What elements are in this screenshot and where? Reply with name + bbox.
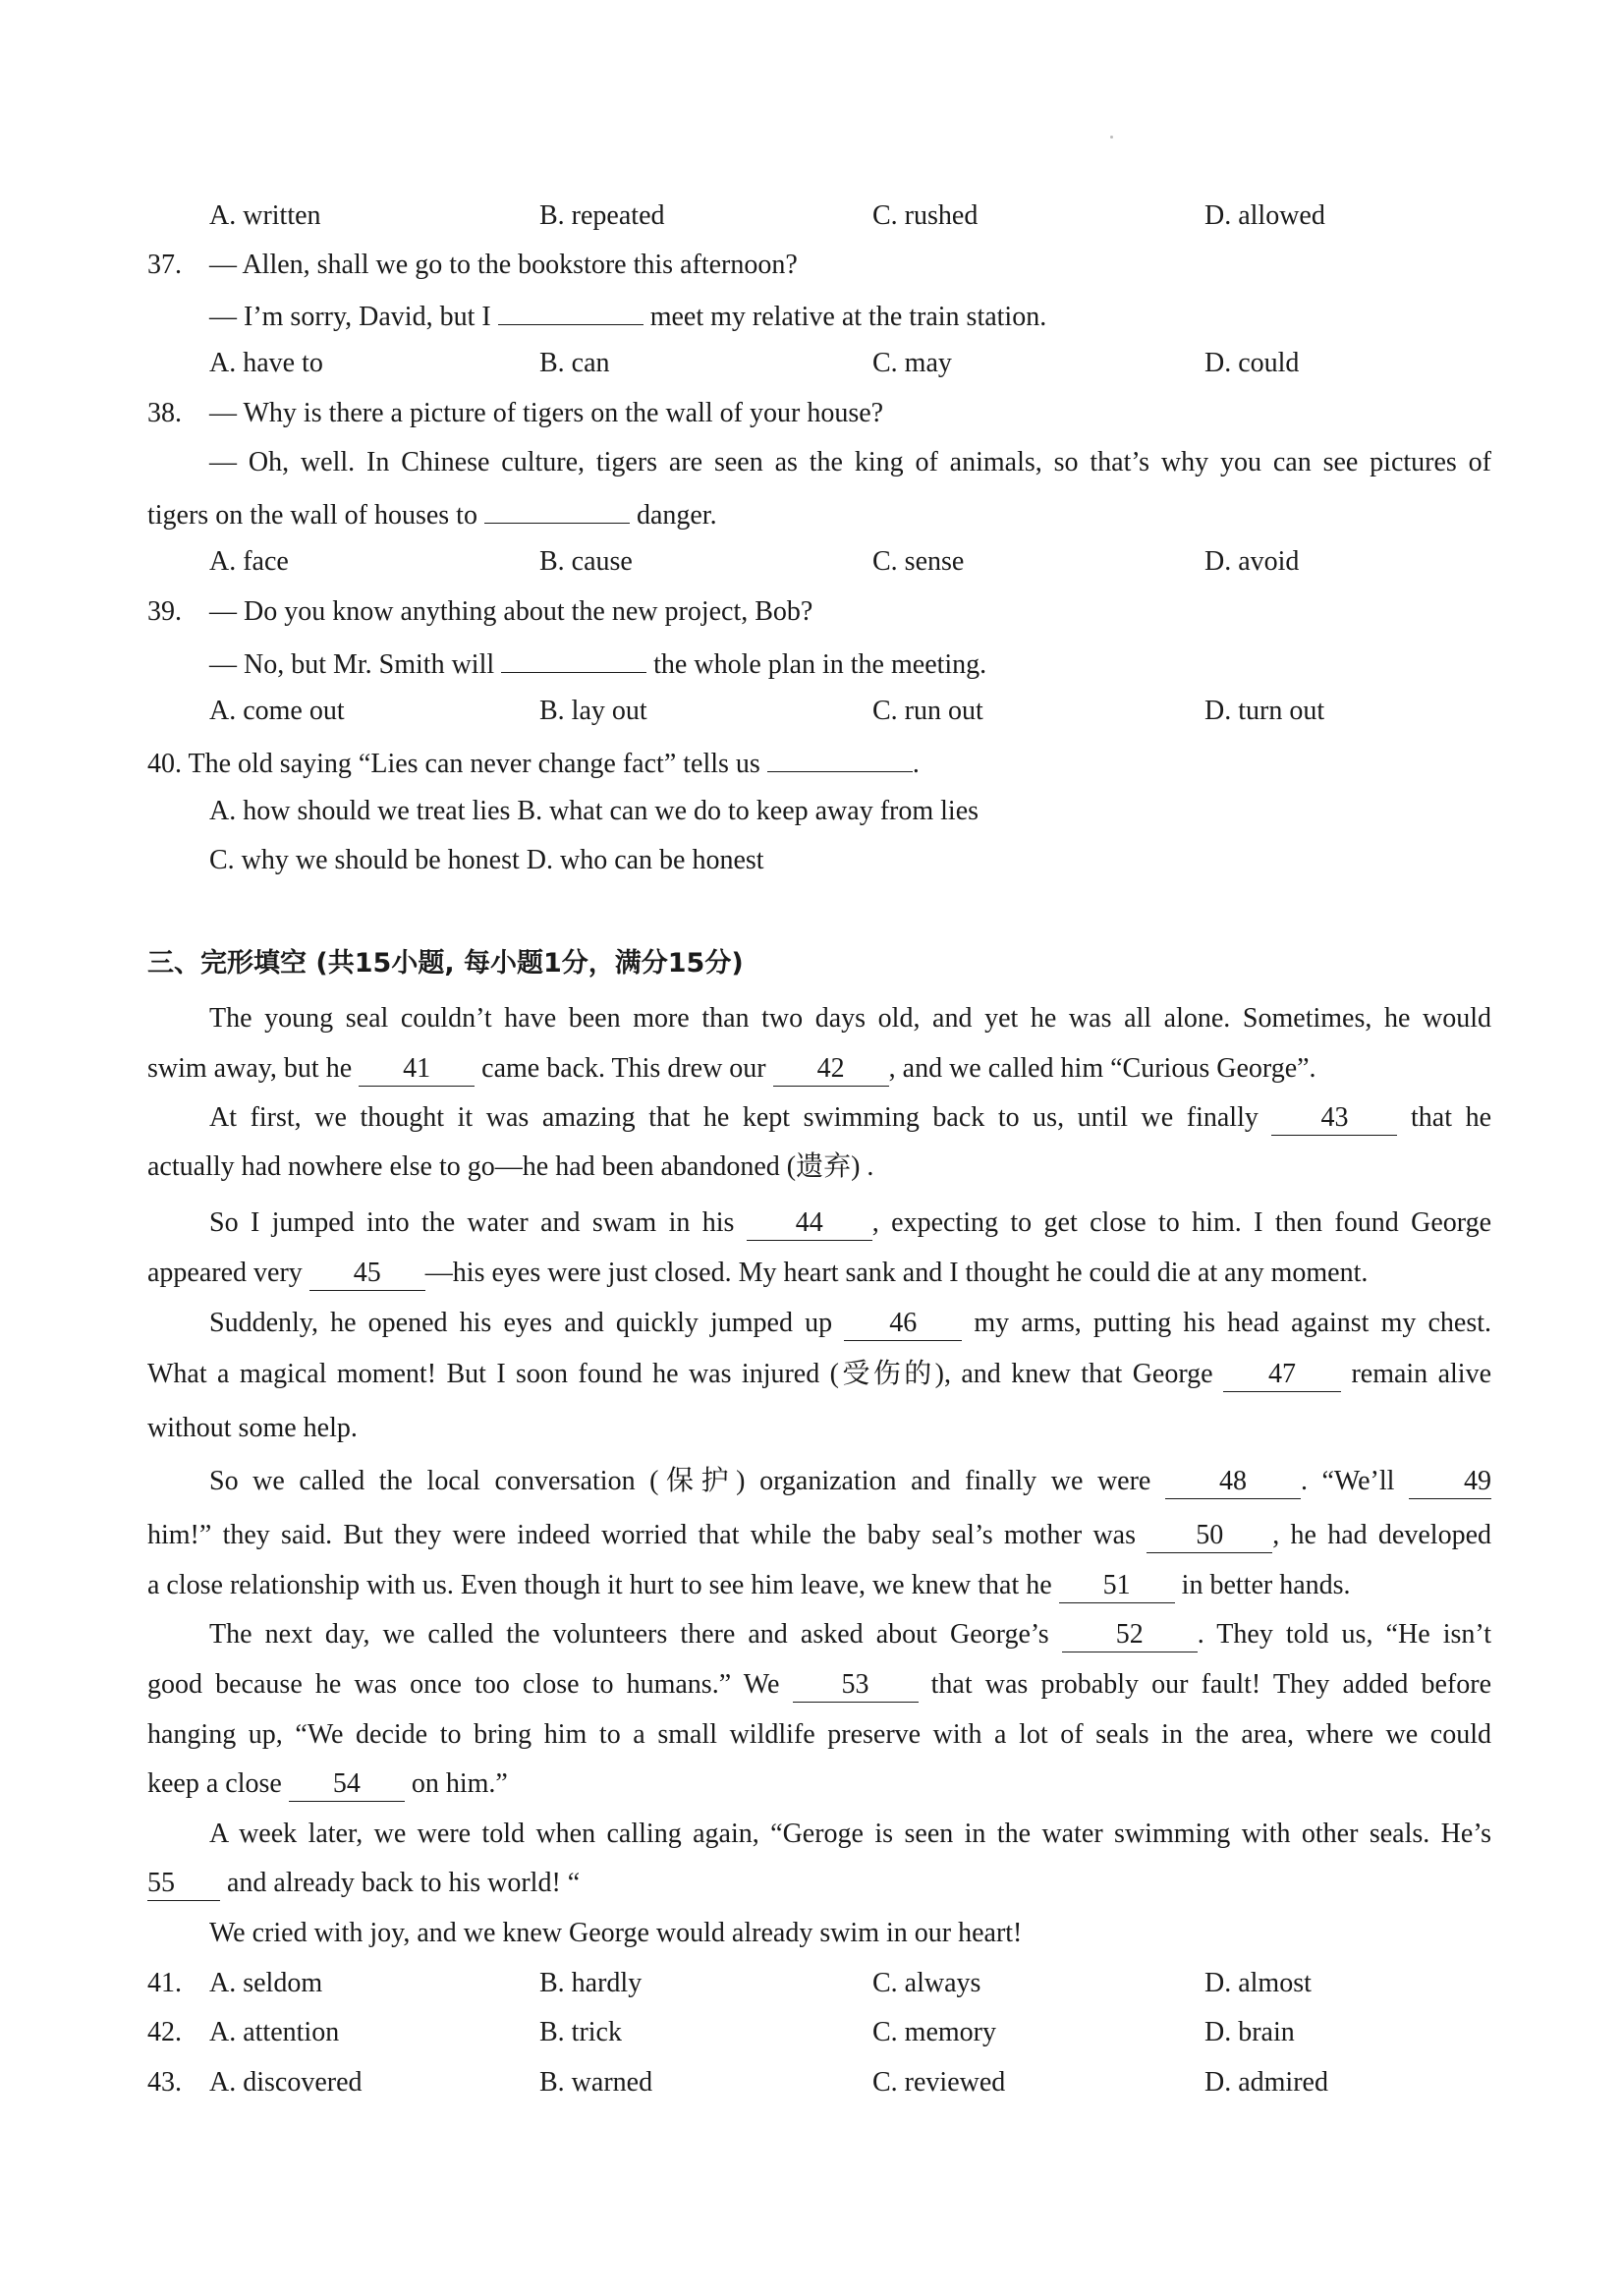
q37-option-b: B. can bbox=[539, 348, 610, 378]
q39-line1: — Do you know anything about the new project, Bob? bbox=[209, 596, 813, 627]
q41-option-d: D. almost bbox=[1204, 1968, 1312, 1998]
answer-blank bbox=[767, 742, 913, 772]
blank-47: 47 bbox=[1223, 1358, 1341, 1392]
q39-option-d: D. turn out bbox=[1204, 696, 1325, 726]
blank-42: 42 bbox=[773, 1052, 889, 1087]
q36-option-b: B. repeated bbox=[539, 200, 665, 231]
q39-option-b: B. lay out bbox=[539, 696, 647, 726]
q38-option-b: B. cause bbox=[539, 546, 633, 577]
blank-50: 50 bbox=[1147, 1519, 1272, 1553]
q42-option-c: C. memory bbox=[872, 2017, 996, 2047]
passage-p6-line1: The next day, we called the volunteers there and asked about George’s 52 . They told us, “He isn’t bbox=[209, 1615, 1491, 1654]
q41-number: 41. bbox=[147, 1968, 182, 1998]
q42-option-a: A. attention bbox=[209, 2017, 340, 2047]
q41-option-b: B. hardly bbox=[539, 1968, 643, 1998]
passage-p4-line2: What a magical moment! But I soon found he was injured (受伤的), and knew that George 47 remain alive bbox=[147, 1355, 1491, 1394]
answer-blank bbox=[484, 493, 630, 524]
passage-p6-line4: keep a close 54 on him.” bbox=[147, 1764, 508, 1804]
blank-44: 44 bbox=[747, 1206, 872, 1241]
passage-p2-line2: actually had nowhere else to go—he had been abandoned (遗弃) . bbox=[147, 1151, 874, 1182]
q36-option-a: A. written bbox=[209, 200, 321, 231]
passage-p6-line2: good because he was once too close to humans.” We 53 that was probably our fault! They added before bbox=[147, 1665, 1491, 1705]
q39-option-a: A. come out bbox=[209, 696, 345, 726]
q39-number: 39. bbox=[147, 596, 182, 627]
q37-line1: — Allen, shall we go to the bookstore this afternoon? bbox=[209, 250, 798, 280]
passage-p1-line2: swim away, but he 41 came back. This drew our 42 , and we called him “Curious George”. bbox=[147, 1049, 1316, 1089]
q39-option-c: C. run out bbox=[872, 696, 983, 726]
q38-option-c: C. sense bbox=[872, 546, 965, 577]
blank-46: 46 bbox=[844, 1307, 962, 1341]
blank-53: 53 bbox=[793, 1668, 919, 1703]
q37-number: 37. bbox=[147, 250, 182, 280]
q37-option-c: C. may bbox=[872, 348, 952, 378]
q38-line3: tigers on the wall of houses to danger. bbox=[147, 493, 717, 532]
answer-blank bbox=[501, 643, 646, 673]
q41-option-a: A. seldom bbox=[209, 1968, 323, 1998]
q36-option-c: C. rushed bbox=[872, 200, 979, 231]
q37-option-d: D. could bbox=[1204, 348, 1300, 378]
q38-number: 38. bbox=[147, 398, 182, 428]
q40-line1: 40. The old saying “Lies can never change fact” tells us . bbox=[147, 742, 920, 781]
q37-line2: — I’m sorry, David, but I meet my relative at the train station. bbox=[209, 295, 1046, 334]
passage-p7-line2: 55 and already back to his world! “ bbox=[147, 1864, 580, 1903]
blank-41: 41 bbox=[359, 1052, 475, 1087]
blank-43: 43 bbox=[1271, 1101, 1397, 1136]
passage-p5-line1: So we called the local conversation (保护) organization and finally we were 48 . “We’ll 49 bbox=[209, 1462, 1491, 1501]
q40-options-cd: C. why we should be honest D. who can be honest bbox=[209, 845, 764, 875]
q43-option-b: B. warned bbox=[539, 2067, 653, 2098]
q43-option-c: C. reviewed bbox=[872, 2067, 1006, 2098]
q38-line2: — Oh, well. In Chinese culture, tigers are seen as the king of animals, so that’s why you can see pictures of bbox=[209, 447, 1491, 477]
blank-52: 52 bbox=[1062, 1618, 1198, 1652]
q42-option-b: B. trick bbox=[539, 2017, 622, 2047]
passage-p6-line3: hanging up, “We decide to bring him to a small wildlife preserve with a lot of seals in the area, where we could bbox=[147, 1719, 1491, 1750]
passage-p5-line3: a close relationship with us. Even though it hurt to see him leave, we knew that he 51 in better hands. bbox=[147, 1566, 1351, 1605]
q38-option-a: A. face bbox=[209, 546, 289, 577]
q42-number: 42. bbox=[147, 2017, 182, 2047]
passage-p4-line1: Suddenly, he opened his eyes and quickly jumped up 46 my arms, putting his head against my chest. bbox=[209, 1304, 1491, 1343]
passage-p2-line1: At first, we thought it was amazing that he kept swimming back to us, until we finally 43 that he bbox=[209, 1098, 1491, 1138]
passage-p1-line1: The young seal couldn’t have been more than two days old, and yet he was all alone. Sometimes, he would bbox=[209, 1003, 1491, 1034]
blank-45: 45 bbox=[309, 1257, 425, 1291]
q40-options-ab: A. how should we treat lies B. what can we do to keep away from lies bbox=[209, 796, 979, 826]
q41-option-c: C. always bbox=[872, 1968, 981, 1998]
passage-p7-line1: A week later, we were told when calling again, “Geroge is seen in the water swimming with other seals. He’s bbox=[209, 1819, 1491, 1849]
q38-option-d: D. avoid bbox=[1204, 546, 1300, 577]
q43-option-d: D. admired bbox=[1204, 2067, 1328, 2098]
q36-option-d: D. allowed bbox=[1204, 200, 1325, 231]
passage-p5-line2: him!” they said. But they were indeed worried that while the baby seal’s mother was 50 , he had developed bbox=[147, 1516, 1491, 1555]
q43-option-a: A. discovered bbox=[209, 2067, 363, 2098]
section-heading: 三、完形填空 (共15小题, 每小题1分，满分15分) bbox=[147, 948, 744, 979]
q37-option-a: A. have to bbox=[209, 348, 323, 378]
blank-54: 54 bbox=[289, 1767, 405, 1802]
blank-49: 49 bbox=[1409, 1465, 1491, 1499]
scan-speck bbox=[1110, 136, 1113, 139]
blank-48: 48 bbox=[1165, 1465, 1301, 1499]
passage-p3-line2: appeared very 45 —his eyes were just closed. My heart sank and I thought he could die at any moment. bbox=[147, 1254, 1368, 1293]
blank-55: 55 bbox=[147, 1867, 220, 1901]
passage-p3-line1: So I jumped into the water and swam in his 44 , expecting to get close to him. I then found George bbox=[209, 1204, 1491, 1243]
blank-51: 51 bbox=[1059, 1569, 1175, 1603]
answer-blank bbox=[498, 295, 644, 325]
q43-number: 43. bbox=[147, 2067, 182, 2098]
passage-p4-line3: without some help. bbox=[147, 1413, 358, 1443]
q39-line2: — No, but Mr. Smith will the whole plan in the meeting. bbox=[209, 643, 986, 682]
q42-option-d: D. brain bbox=[1204, 2017, 1295, 2047]
q38-line1: — Why is there a picture of tigers on the wall of your house? bbox=[209, 398, 884, 428]
passage-p8-line1: We cried with joy, and we knew George would already swim in our heart! bbox=[209, 1918, 1023, 1948]
